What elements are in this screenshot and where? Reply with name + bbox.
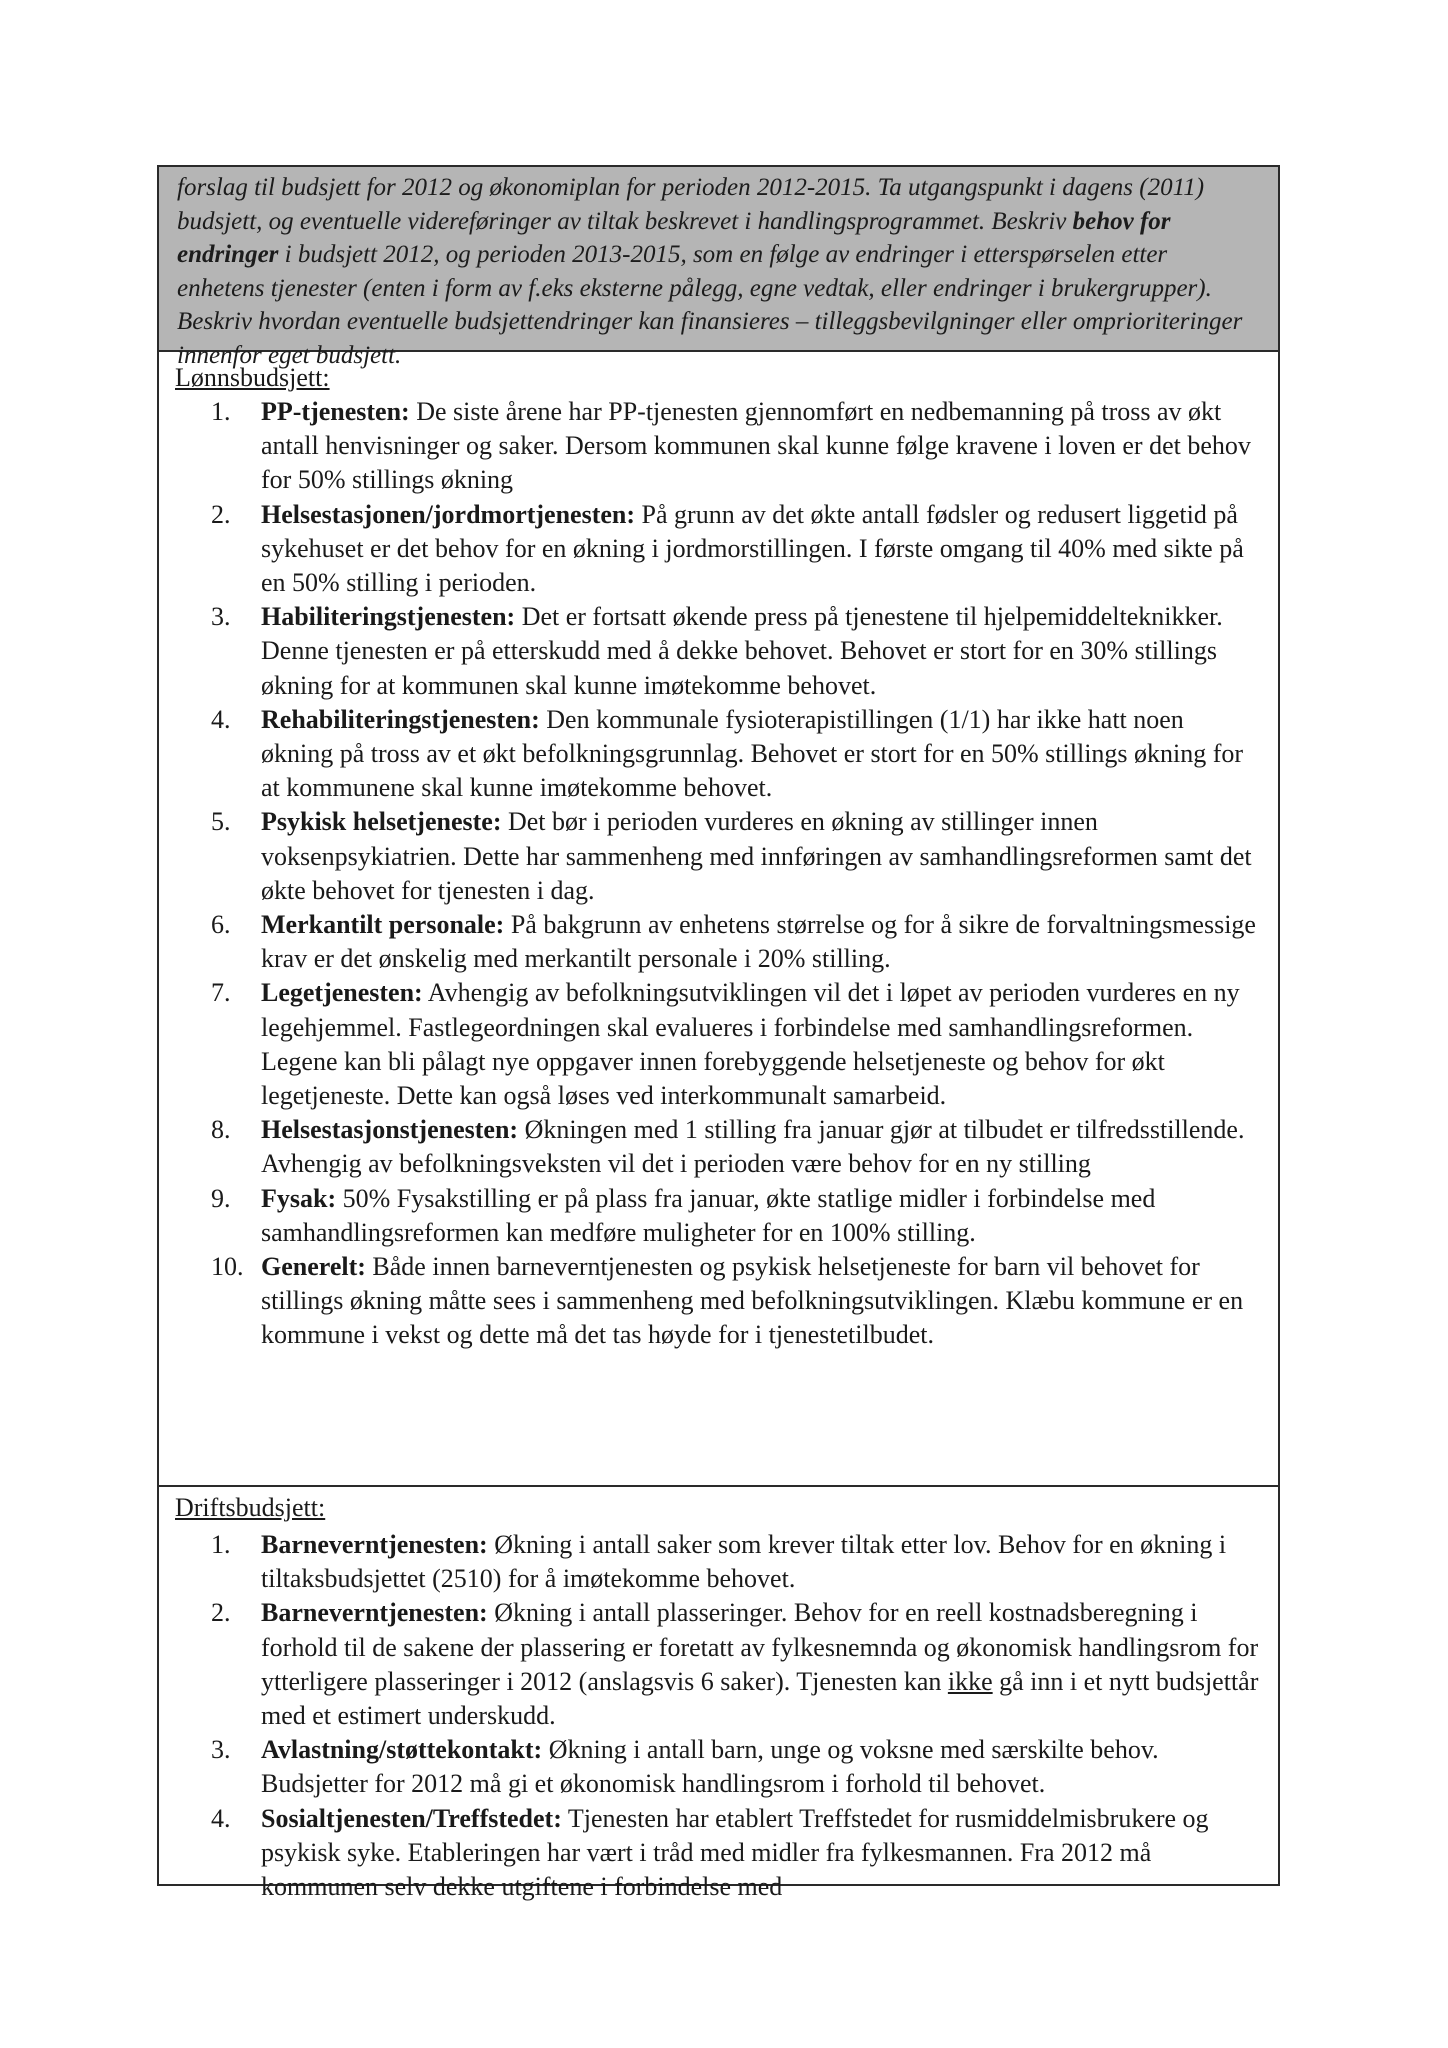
instruction-bold-text: behov for endringer: [177, 207, 1171, 268]
item-number: 1.: [211, 397, 231, 426]
item-number: 5.: [211, 807, 231, 837]
list-item: [159, 908, 1278, 976]
instruction-text: forslag til budsjett for 2012 og økonomiplan for perioden 2012-2015. Ta utgangspunkt i dagens (2011) budsjett, og eventuelle videreføringer av tiltak beskrevet i handlingsprogrammet. Beskriv: [177, 174, 1205, 235]
list-item: [159, 498, 1278, 601]
section-divider: [159, 1485, 1278, 1487]
item-text: På grunn av det økte antall fødsler og redusert liggetid på sykehuset er det behov for en økning i jordmorstillingen. I første omgang til 40% med sikte på en 50% stilling i perioden.: [261, 499, 1244, 598]
item-number: 9.: [211, 1183, 231, 1213]
item-title: Sosialtjenesten/Treffstedet:: [261, 1803, 562, 1833]
instruction-box: [159, 167, 1278, 369]
item-underlined-word: ikke: [947, 1666, 993, 1696]
item-number: 4.: [211, 1803, 231, 1833]
item-title: Psykisk helsetjeneste:: [261, 807, 502, 837]
item-number: 4.: [211, 704, 231, 734]
item-text: På bakgrunn av enhetens størrelse og for å sikre de forvaltningsmessige krav er det ønskelig med merkantilt personale i 20% stilling.: [261, 910, 1256, 974]
item-number: 3.: [211, 1735, 231, 1765]
item-number: 7.: [211, 978, 231, 1008]
item-text: Økning i antall saker som krever tiltak etter lov. Behov for en økning i tiltaksbudsjettet (2510) for å imøtekomme behovet.: [261, 1530, 1227, 1594]
list-item: [159, 1802, 1278, 1905]
item-text: Økning i antall barn, unge og voksne med særskilte behov. Budsjetter for 2012 må gi et økonomisk handlingsrom i forhold til behovet.: [261, 1735, 1159, 1799]
item-title: Fysak:: [261, 1183, 337, 1213]
item-text: Det er fortsatt økende press på tjenestene til hjelpemiddelteknikker. Denne tjenesten er på etterskudd med å dekke behovet. Behovet er stort for en 30% stillings økning for at kommunen skal kunne imøtekomme behovet.: [261, 602, 1223, 700]
list-item: [159, 976, 1278, 1113]
list-item: [159, 805, 1278, 908]
item-number: 8.: [211, 1115, 231, 1145]
item-number: 1.: [211, 1530, 231, 1559]
item-title: Merkantilt personale:: [261, 910, 505, 940]
list-item: [159, 600, 1278, 703]
item-title: Helsestasjonstjenesten:: [261, 1115, 519, 1145]
item-title: Generelt:: [261, 1252, 366, 1282]
driftsbudsjett-list: [159, 1528, 1278, 1904]
item-text: Den kommunale fysioterapistillingen (1/1) har ikke hatt noen økning på tross av et økt befolkningsgrunnlag. Behovet er stort for en 50% stillings økning for at kommunene skal kunne imøtekomme behovet.: [261, 704, 1244, 803]
section-label-driftsbudsjett: Driftsbudsjett:: [175, 1493, 326, 1522]
item-title: Rehabiliteringstjenesten:: [261, 704, 540, 734]
item-text: Økning i antall plasseringer. Behov for en reell kostnadsberegning i forhold til de sakene der plassering er foretatt av fylkesnemnda og økonomisk handlingsrom for ytterligere plasseringer i 2012 (anslagsvis 6 saker). Tjenesten kan: [261, 1598, 1259, 1696]
item-title: PP-tjenesten:: [261, 397, 410, 426]
section-label-lonnsbudsjett: Lønnsbudsjett:: [175, 363, 330, 392]
lonnsbudsjett-list: [159, 395, 1278, 1353]
list-item: [159, 1113, 1278, 1181]
item-text-after: gå inn i et nytt budsjettår med et estimert underskudd.: [261, 1666, 1259, 1731]
item-text: 50% Fysakstilling er på plass fra januar, økte statlige midler i forbindelse med samhandlingsreformen kan medføre muligheter for en 100% stilling.: [261, 1183, 1156, 1247]
item-text: De siste årene har PP-tjenesten gjennomført en nedbemanning på tross av økt antall henvisninger og saker. Dersom kommunen skal kunne følge kravene i loven er det behov for 50% stillings økning: [261, 397, 1251, 495]
item-title: Barneverntjenesten:: [261, 1530, 488, 1559]
list-item: [159, 1596, 1278, 1733]
instruction-text-continued: i budsjett 2012, og perioden 2013-2015, som en følge av endringer i etterspørselen etter enhetens tjenester (enten i form av f.eks eksterne pålegg, egne vedtak, eller endringer i brukergrupper). Beskriv hvordan eventuelle budsjettendringer kan finansieres – tilleggsbevilgninger eller omprioriteringer innenfor eget budsjett.: [177, 241, 1243, 369]
item-title: Helsestasjonen/jordmortjenesten:: [261, 499, 636, 529]
item-number: 6.: [211, 910, 231, 940]
item-text: Det bør i perioden vurderes en økning av stillinger innen voksenpsykiatrien. Dette har sammenheng med innføringen av samhandlingsreformen samt det økte behovet for tjenesten i dag.: [261, 807, 1252, 905]
list-item: [159, 703, 1278, 806]
list-item: [159, 1733, 1278, 1801]
item-number: 2.: [211, 1598, 231, 1628]
item-title: Legetjenesten:: [261, 978, 423, 1008]
item-text: Økningen med 1 stilling fra januar gjør at tilbudet er tilfredsstillende. Avhengig av befolkningsveksten vil det i perioden være behov for en ny stilling: [261, 1115, 1245, 1179]
item-text: Avhengig av befolkningsutviklingen vil det i løpet av perioden vurderes en ny legehjemmel. Fastlegeordningen skal evalueres i forbindelse med samhandlingsreformen. Legene kan bli pålagt nye oppgaver innen forebyggende helsetjeneste og behov for økt legetjeneste. Dette kan også løses ved interkommunalt samarbeid.: [261, 978, 1240, 1111]
item-text: Tjenesten har etablert Treffstedet for rusmiddelmisbrukere og psykisk syke. Etableringen har vært i tråd med midler fra fylkesmannen. Fra 2012 må kommunen selv dekke utgiftene i forbindelse med: [261, 1803, 1209, 1902]
item-number: 3.: [211, 602, 231, 632]
list-item: [159, 1182, 1278, 1250]
item-number: 2.: [211, 499, 231, 529]
list-item: [159, 1250, 1278, 1353]
list-item: [159, 395, 1278, 498]
list-item: [159, 1528, 1278, 1596]
item-number: 10.: [211, 1252, 244, 1282]
item-title: Habiliteringstjenesten:: [261, 602, 516, 632]
budget-form-table: [157, 165, 1280, 1902]
item-text: Både innen barneverntjenesten og psykisk helsetjeneste for barn vil behovet for stillings økning måtte sees i sammenheng med befolkningsutviklingen. Klæbu kommune er en kommune i vekst og dette må det tas høyde for i tjenestetilbudet.: [261, 1252, 1244, 1350]
item-title: Barneverntjenesten:: [261, 1598, 488, 1628]
item-title: Avlastning/støttekontakt:: [261, 1735, 543, 1765]
